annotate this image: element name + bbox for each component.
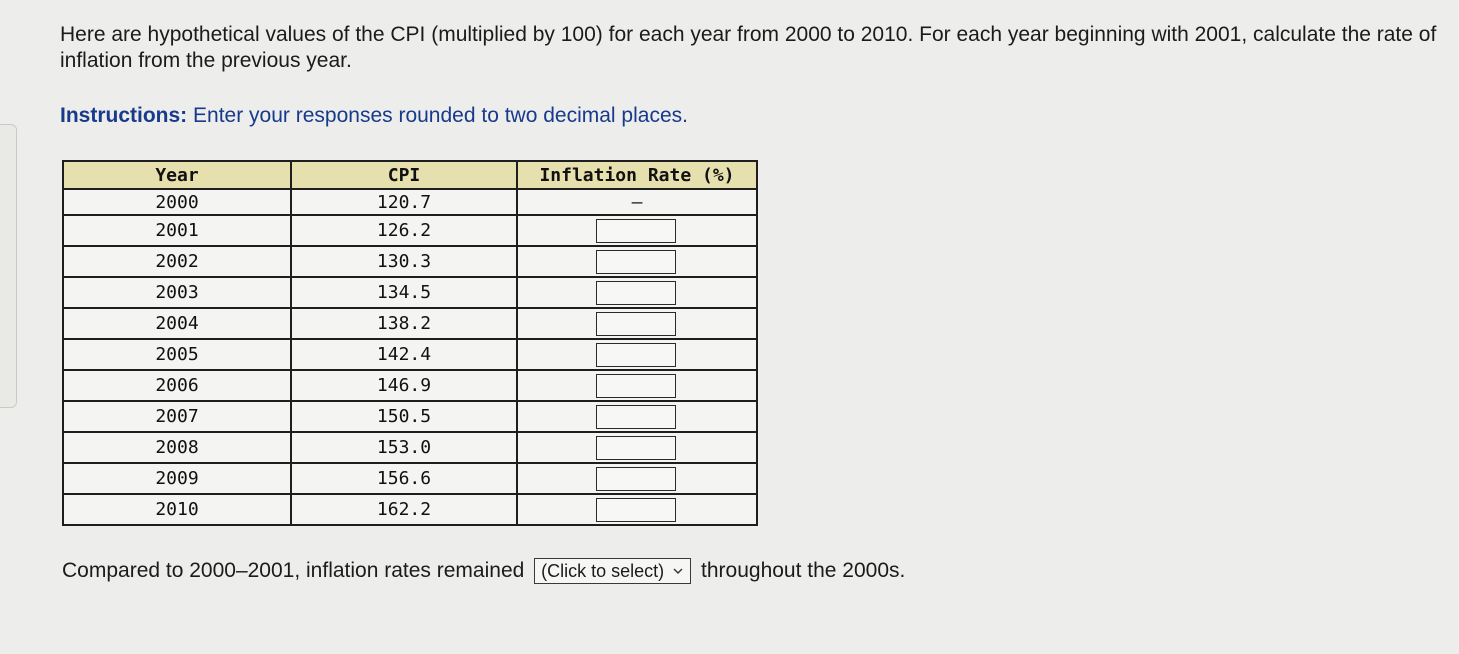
year-cell: 2000 (63, 189, 291, 215)
inflation-rate-input-2006[interactable] (596, 374, 676, 398)
inflation-rate-cell (517, 370, 757, 401)
cpi-cell: 150.5 (291, 401, 517, 432)
cpi-cell: 142.4 (291, 339, 517, 370)
instructions-label: Instructions: (60, 104, 188, 127)
inflation-rate-cell (517, 494, 757, 525)
table-row (63, 246, 757, 277)
cpi-table (62, 160, 758, 526)
inflation-rate-input-2005[interactable] (596, 343, 676, 367)
side-panel-tab[interactable] (0, 124, 17, 408)
cpi-cell: 153.0 (291, 432, 517, 463)
table-header-row (63, 161, 757, 189)
cpi-cell: 120.7 (291, 189, 517, 215)
inflation-rate-input-2007[interactable] (596, 405, 676, 429)
trend-select[interactable] (534, 558, 691, 584)
chevron-down-icon (672, 565, 684, 577)
year-cell: 2001 (63, 215, 291, 246)
cpi-cell: 138.2 (291, 308, 517, 339)
compare-text-after: throughout the 2000s. (701, 559, 906, 582)
year-cell: 2008 (63, 432, 291, 463)
year-cell: 2003 (63, 277, 291, 308)
inflation-rate-input-2002[interactable] (596, 250, 676, 274)
table-row (63, 308, 757, 339)
table-row (63, 189, 757, 215)
year-cell: 2009 (63, 463, 291, 494)
inflation-rate-cell (517, 432, 757, 463)
table-row (63, 463, 757, 494)
table-row (63, 277, 757, 308)
inflation-rate-cell (517, 308, 757, 339)
table-row (63, 494, 757, 525)
inflation-rate-input-2010[interactable] (596, 498, 676, 522)
year-cell: 2002 (63, 246, 291, 277)
inflation-rate-cell (517, 463, 757, 494)
header-year: Year (63, 161, 291, 189)
header-inflation-rate: Inflation Rate (%) (517, 161, 757, 189)
inflation-rate-cell (517, 246, 757, 277)
inflation-rate-cell (517, 189, 757, 215)
instructions (60, 103, 688, 129)
table-row (63, 215, 757, 246)
cpi-cell: 162.2 (291, 494, 517, 525)
instructions-text: Enter your responses rounded to two decimal places. (193, 104, 688, 127)
inflation-rate-cell (517, 215, 757, 246)
cpi-cell: 156.6 (291, 463, 517, 494)
inflation-rate-cell (517, 401, 757, 432)
year-cell: 2006 (63, 370, 291, 401)
table-row (63, 432, 757, 463)
inflation-rate-cell (517, 339, 757, 370)
header-cpi: CPI (291, 161, 517, 189)
inflation-rate-input-2009[interactable] (596, 467, 676, 491)
cpi-cell: 146.9 (291, 370, 517, 401)
inflation-rate-input-2003[interactable] (596, 281, 676, 305)
cpi-cell: 130.3 (291, 246, 517, 277)
cpi-cell: 126.2 (291, 215, 517, 246)
year-cell: 2007 (63, 401, 291, 432)
year-cell: 2004 (63, 308, 291, 339)
table-row (63, 370, 757, 401)
inflation-rate-input-2004[interactable] (596, 312, 676, 336)
table-row (63, 339, 757, 370)
inflation-rate-input-2001[interactable] (596, 219, 676, 243)
question-text: Here are hypothetical values of the CPI (multiplied by 100) for each year from 2000 to 2010. For each year beginning with 2001, calculate the rate of inflation from the previous year. (60, 23, 1437, 72)
cpi-cell: 134.5 (291, 277, 517, 308)
compare-text-before: Compared to 2000–2001, inflation rates remained (62, 559, 525, 582)
year-cell: 2005 (63, 339, 291, 370)
trend-select-label: (Click to select) (541, 561, 665, 582)
year-cell: 2010 (63, 494, 291, 525)
table-row (63, 401, 757, 432)
inflation-rate-input-2008[interactable] (596, 436, 676, 460)
not-applicable-dash: – (631, 191, 643, 213)
inflation-rate-cell (517, 277, 757, 308)
compare-sentence (62, 557, 905, 585)
